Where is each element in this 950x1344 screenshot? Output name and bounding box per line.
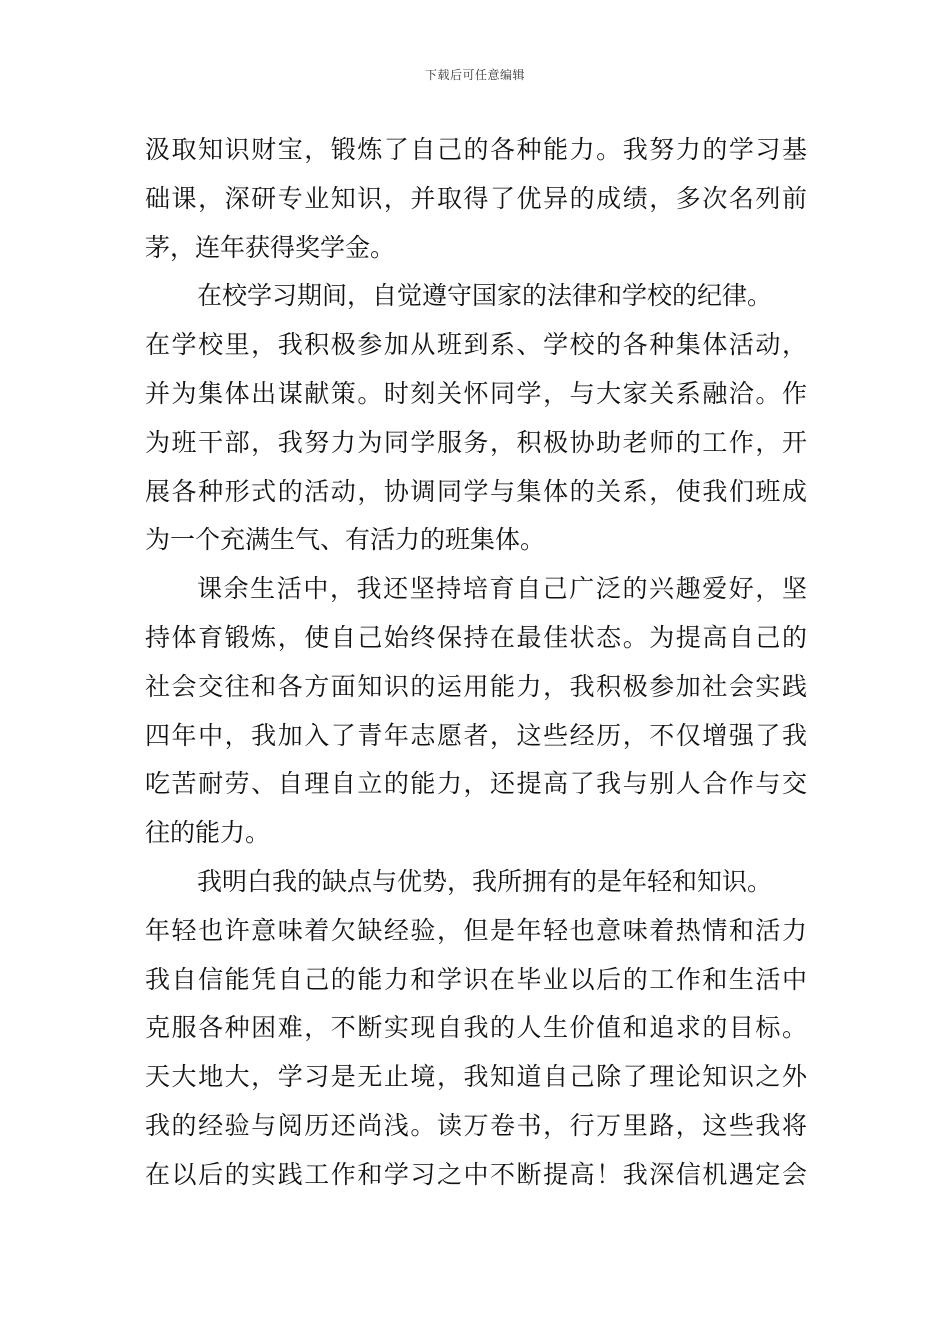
paragraph-first-line: 课余生活中，我还坚持培育自己广泛的兴趣爱好，坚 bbox=[197, 574, 809, 604]
page-header: 下载后可任意编辑 bbox=[424, 68, 525, 82]
text-line: 年轻也许意味着欠缺经验，但是年轻也意味着热情和活力 bbox=[145, 915, 809, 945]
text-line: 汲取知识财宝，锻炼了自己的各种能力。我努力的学习基 bbox=[145, 135, 809, 164]
text-line: 为一个充满生气、有活力的班集体。 bbox=[145, 525, 546, 555]
text-line: 吃苦耐劳、自理自立的能力，还提高了我与别人合作与交 bbox=[145, 769, 809, 799]
text-line: 在以后的实践工作和学习之中不断提高！我深信机遇定会 bbox=[145, 1159, 809, 1189]
text-line: 茅，连年获得奖学金。 bbox=[145, 232, 396, 262]
paragraph-first-line: 在校学习期间，自觉遵守国家的法律和学校的纪律。 bbox=[197, 281, 773, 311]
text-line: 并为集体出谋献策。时刻关怀同学，与大家关系融洽。作 bbox=[145, 378, 809, 408]
paragraph-first-line: 我明白我的缺点与优势，我所拥有的是年轻和知识。 bbox=[197, 866, 773, 896]
text-line: 持体育锻炼，使自己始终保持在最佳状态。为提高自己的 bbox=[145, 622, 809, 652]
text-line: 为班干部，我努力为同学服务，积极协助老师的工作，开 bbox=[145, 427, 809, 457]
text-line: 往的能力。 bbox=[145, 818, 271, 848]
text-line: 四年中，我加入了青年志愿者，这些经历，不仅增强了我 bbox=[145, 720, 809, 750]
text-line: 我自信能凭自己的能力和学识在毕业以后的工作和生活中 bbox=[145, 964, 809, 994]
text-line: 在学校里，我积极参加从班到系、学校的各种集体活动， bbox=[145, 330, 809, 360]
text-line: 克服各种困难，不断实现自我的人生价值和追求的目标。 bbox=[145, 1013, 809, 1043]
text-line: 础课，深研专业知识，并取得了优异的成绩，多次名列前 bbox=[145, 183, 809, 213]
text-line: 天大地大，学习是无止境，我知道自己除了理论知识之外 bbox=[145, 1062, 809, 1092]
document-body bbox=[145, 126, 807, 1200]
text-line: 我的经验与阅历还尚浅。读万卷书，行万里路，这些我将 bbox=[145, 1110, 809, 1140]
text-line: 社会交往和各方面知识的运用能力，我积极参加社会实践 bbox=[145, 671, 809, 701]
text-line: 展各种形式的活动，协调同学与集体的关系，使我们班成 bbox=[145, 476, 809, 506]
